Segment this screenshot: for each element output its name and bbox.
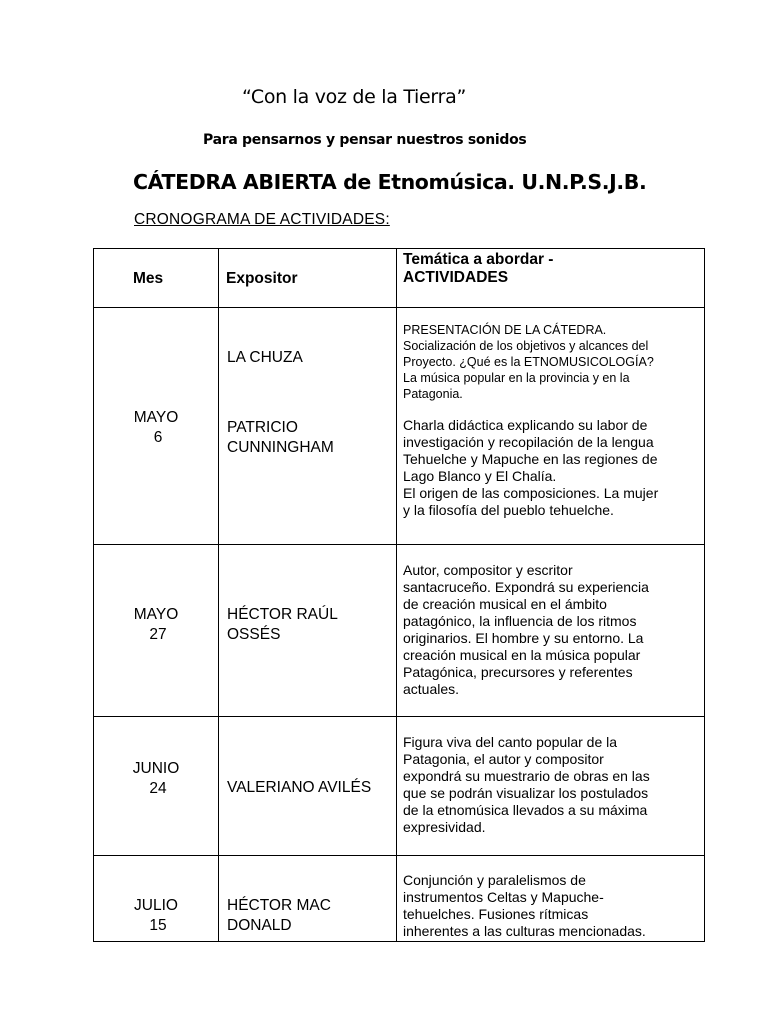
topic-line: expresividad. [403,819,486,835]
table-row [94,545,705,717]
course-heading: CÁTEDRA ABIERTA de Etnomúsica. U.N.P.S.J.B. [133,170,647,194]
speaker-name: HÉCTOR RAÚL [227,606,338,623]
topic-line: de creación musical en el ámbito [403,596,607,612]
month-cell [94,856,219,942]
topic-line: instrumentos Celtas y Mapuche- [403,889,604,905]
topic-line: tehuelches. Fusiones rítmicas [403,906,589,922]
schedule-table [93,248,705,942]
topic-line: La música popular en la provincia y en la [403,371,630,385]
topic-line: expondrá su muestrario de obras en las [403,768,650,784]
topic-cell [397,856,705,942]
speaker-name: PATRICIO [227,419,298,436]
month-label: MAYO [133,409,179,426]
speaker-cell [219,717,397,856]
topic-line: Tehuelche y Mapuche en las regiones de [403,451,658,467]
topic-line: Conjunción y paralelismos de [403,872,586,888]
topic-line: Figura viva del canto popular de la [403,734,618,750]
month-cell [94,308,219,545]
speaker-cell [219,856,397,942]
topic-line: El origen de las composiciones. La mujer [403,485,659,501]
topic-line: santacruceño. Expondrá su experiencia [403,579,649,595]
day-label: 6 [153,429,163,446]
topic-line: actuales. [403,681,460,697]
month-label: JUNIO [132,760,180,777]
speaker-name: OSSÉS [227,626,281,643]
topic-cell [397,545,705,717]
speaker-cell [219,308,397,545]
schedule-title: CRONOGRAMA DE ACTIVIDADES: [134,211,390,228]
column-header-topic-line: Temática a abordar - [403,251,554,268]
column-header-month: Mes [94,249,219,308]
document-subtitle: Para pensarnos y pensar nuestros sonidos [203,132,527,148]
topic-line: patagónico, la influencia de los ritmos [403,613,637,629]
speaker-name: DONALD [227,917,292,934]
speaker-name: CUNNINGHAM [227,439,334,456]
topic-line: Proyecto. ¿Qué es la ETNOMUSICOLOGÍA? [403,355,654,369]
document-title: “Con la voz de la Tierra” [242,86,466,108]
table-row [94,308,705,545]
topic-cell [397,308,705,545]
month-cell [94,717,219,856]
column-header-speaker: Expositor [219,249,397,308]
table-row [94,856,705,942]
topic-cell [397,717,705,856]
topic-line: Charla didáctica explicando su labor de [403,417,648,433]
month-label: JULIO [134,897,178,914]
topic-line: investigación y recopilación de la lengua [403,434,654,450]
topic-paragraph [403,417,700,519]
topic-line: creación musical en la música popular [403,647,641,663]
topic-line: PRESENTACIÓN DE LA CÁTEDRA. [403,323,607,337]
topic-line: de la etnomúsica llevados a su máxima [403,802,648,818]
column-header-topic [397,249,705,308]
topic-line: Lago Blanco y El Chalía. [403,468,557,484]
topic-line: y la filosofía del pueblo tehuelche. [403,502,614,518]
speaker-name: HÉCTOR MAC [227,897,331,914]
table-row [94,717,705,856]
topic-line: Patagonia. [403,387,463,401]
column-header-topic-line: ACTIVIDADES [403,269,509,286]
table-header-row [94,249,705,308]
topic-line: que se podrán visualizar los postulados [403,785,649,801]
speaker-cell [219,545,397,717]
day-label: 15 [149,917,167,934]
topic-line: Patagónica, precursores y referentes [403,664,633,680]
topic-line: Socialización de los objetivos y alcances del [403,339,649,353]
speaker-name: VALERIANO AVILÉS [227,779,372,796]
topic-line: Autor, compositor y escritor [403,562,573,578]
speaker-name: LA CHUZA [227,349,303,366]
day-label: 24 [149,780,167,797]
topic-line: inherentes a las culturas mencionadas. [403,923,646,939]
month-cell [94,545,219,717]
topic-line: originarios. El hombre y su entorno. La [403,630,644,646]
topic-paragraph [403,322,700,402]
day-label: 27 [149,626,167,643]
month-label: MAYO [133,606,179,623]
topic-line: Patagonia, el autor y compositor [403,751,604,767]
